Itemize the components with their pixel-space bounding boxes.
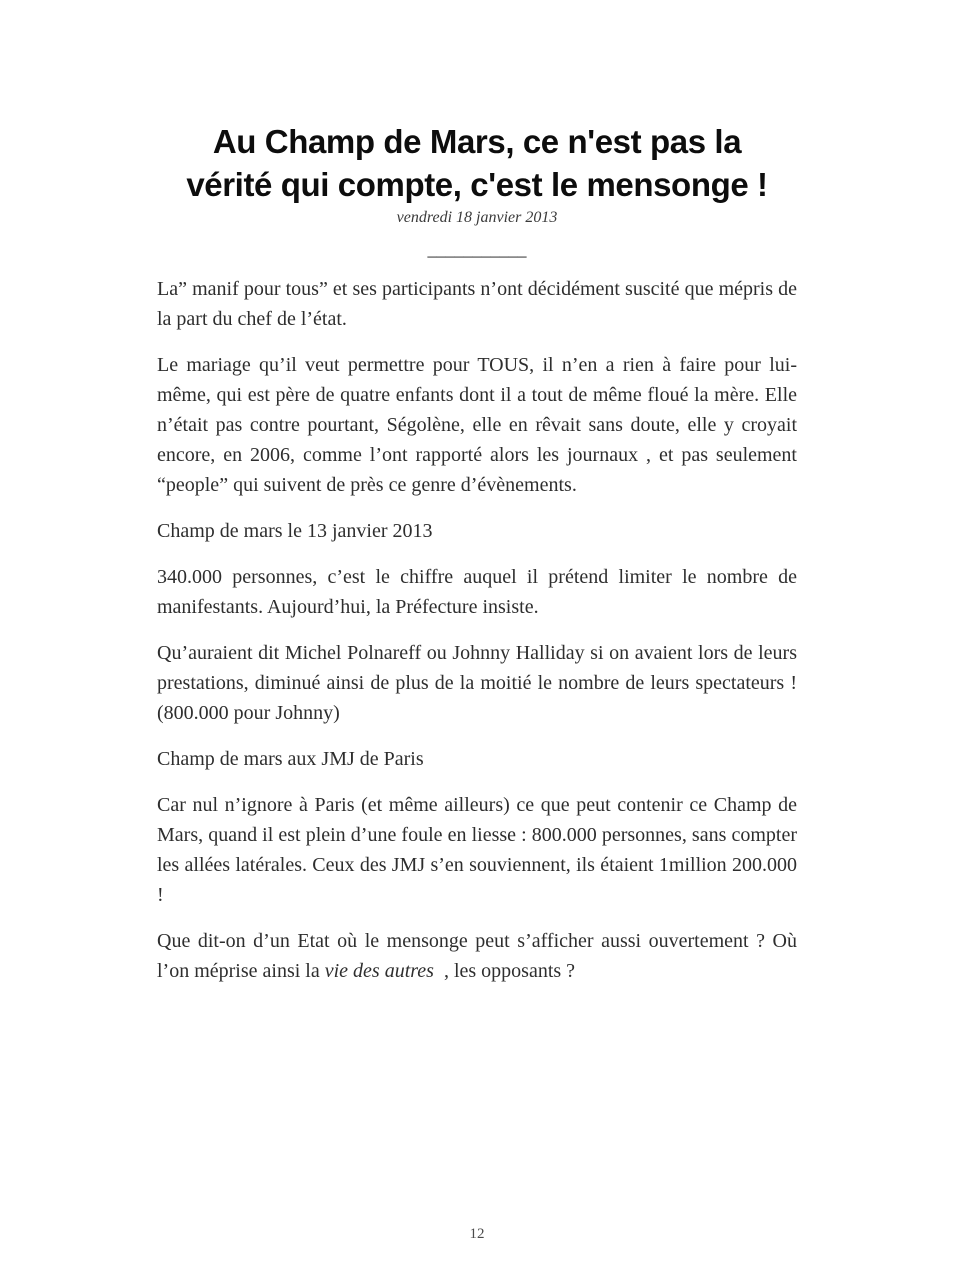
paragraph-3 — [157, 516, 797, 546]
paragraph-text: Champ de mars le 13 janvier 2013 — [157, 520, 433, 542]
paragraph-6 — [157, 744, 797, 774]
article-body — [157, 274, 797, 986]
paragraph-text: Car nul n’ignore à Paris (et même ailleurs) ce que peut contenir ce Champ de Mars, quand il est plein d’une foule en liesse : 800.000 personnes, sans compter les allées latérales. Ceux des JMJ s’en souviennent, ils étaient 1million 200.000 ! — [157, 794, 797, 906]
paragraph-text: Le mariage qu’il veut permettre pour TOUS, il n’en a rien à faire pour lui-même, qui est père de quatre enfants dont il a tout de même floué la mère. Elle n’était pas contre pourtant, Ségolène, elle en rêvait sans doute, elle y croyait encore, en 2006, comme l’ont rapporté alors les journaux , et pas seulement “people” qui suivent de près ce genre d’évènements. — [157, 354, 797, 496]
paragraph-1 — [157, 274, 797, 334]
paragraph-text: 340.000 personnes, c’est le chiffre auquel il prétend limiter le nombre de manifestants. Aujourd’hui, la Préfecture insiste. — [157, 566, 797, 618]
paragraph-5 — [157, 638, 797, 728]
paragraph-4 — [157, 562, 797, 622]
separator-rule: ___________ — [427, 239, 527, 259]
paragraph-text: Qu’auraient dit Michel Polnareff ou Johnny Halliday si on avaient lors de leurs prestations, diminué ainsi de plus de la moitié le nombre de leurs spectateurs ! (800.000 pour Johnny) — [157, 642, 797, 724]
paragraph-8 — [157, 926, 797, 986]
article — [157, 0, 797, 986]
paragraph-7 — [157, 790, 797, 910]
article-date: vendredi 18 janvier 2013 — [396, 209, 558, 226]
paragraph-text: La” manif pour tous” et ses participants n’ont décidément suscité que mépris de la part du chef de l’état. — [157, 278, 797, 330]
page-number: 12 — [469, 1226, 485, 1242]
article-title — [157, 120, 797, 206]
paragraph-text: Champ de mars aux JMJ de Paris — [157, 748, 424, 770]
article-title-line-2: vérité qui compte, c'est le mensonge ! — [186, 166, 768, 203]
article-title-line-1: Au Champ de Mars, ce n'est pas la — [212, 123, 742, 160]
paragraph-text: Que dit-on d’un Etat où le mensonge peut s’afficher aussi ouvertement ? Où l’on méprise ainsi la — [157, 930, 797, 982]
paragraph-text: , les opposants ? — [433, 960, 576, 982]
paragraph-text-italic: vie des autres — [324, 960, 434, 982]
paragraph-2 — [157, 350, 797, 500]
